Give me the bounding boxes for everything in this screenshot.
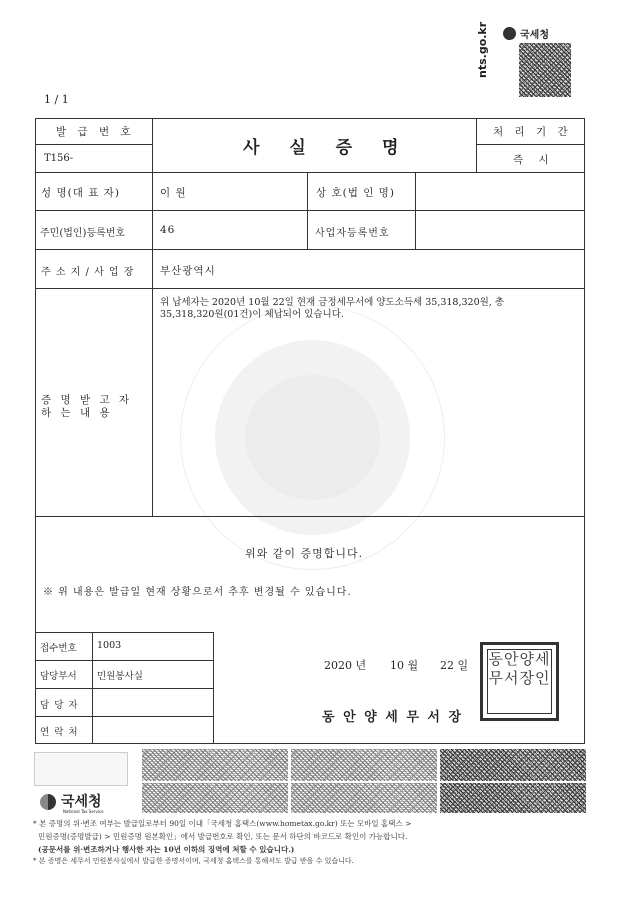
info-grid-right xyxy=(213,632,214,743)
barcode-block[interactable] xyxy=(142,749,288,781)
name-label: 성 명(대 표 자) xyxy=(41,187,120,199)
address-value: 부산광역시 xyxy=(160,265,216,277)
issue-date-month: 10 월 xyxy=(390,659,419,672)
dept-label: 담당부서 xyxy=(40,671,77,682)
row-divider xyxy=(35,516,585,517)
content-label-line2: 하 는 내 용 xyxy=(41,407,113,419)
nts-url-vertical: nts.go.kr xyxy=(476,21,489,78)
processing-period-value: 즉 시 xyxy=(513,154,555,166)
row-divider xyxy=(35,288,585,289)
row-divider xyxy=(35,144,152,145)
footer-note-2: 민원증명(증명발급) > 민원증명 원본확인」에서 발급번호로 확인, 또는 문서 하단의 바코드로 확인이 가능합니다. xyxy=(38,832,408,841)
table-border-bottom xyxy=(35,743,585,744)
col-divider xyxy=(476,118,477,172)
row-divider xyxy=(35,172,585,173)
info-grid-row xyxy=(35,716,214,717)
barcode-block[interactable] xyxy=(440,749,586,781)
barcode-blank xyxy=(34,752,128,786)
footer-note-4: * 본 증명은 세무서 민원봉사실에서 발급한 증명서이며, 국세청 홈택스를 통해서도 발급 받을 수 있습니다. xyxy=(33,857,354,865)
footer-note-1: * 본 증명의 위·변조 여부는 발급일로부터 90일 이내「국세청 홈택스(www.hometax.go.kr) 또는 모바일 홈택스 > xyxy=(33,819,412,828)
content-line2: 35,318,320원(01건)이 체납되어 있습니다. xyxy=(160,309,344,320)
dept-value: 민원봉사실 xyxy=(97,671,143,682)
company-label: 상 호(법 인 명) xyxy=(316,187,395,199)
barcode-block[interactable] xyxy=(142,783,288,813)
row-divider xyxy=(476,144,585,145)
document-title: 사 실 증 명 xyxy=(243,138,411,158)
processing-period-label: 처 리 기 간 xyxy=(493,126,572,138)
col-divider xyxy=(307,172,308,249)
seal-text: 동안양세무서장인 xyxy=(487,649,552,714)
receipt-no-value: 1003 xyxy=(97,640,122,651)
reg-no-value: 46 xyxy=(160,224,176,236)
barcode-block[interactable] xyxy=(291,783,437,813)
info-grid-col xyxy=(92,632,93,743)
nts-taegeuk-icon xyxy=(40,794,56,810)
footer-nts-logo xyxy=(40,791,130,815)
verification-barcode[interactable] xyxy=(519,43,571,97)
nts-header-logo xyxy=(503,26,573,42)
table-border-left xyxy=(35,118,36,743)
issue-no-label: 발 급 번 호 xyxy=(56,126,135,138)
certify-statement: 위와 같이 증명합니다. xyxy=(245,547,364,560)
biz-reg-label: 사업자등록번호 xyxy=(315,228,390,239)
barcode-block[interactable] xyxy=(440,783,586,813)
footer-note-3: (공문서를 위·변조하거나 행사한 자는 10년 이하의 징역에 처할 수 있습니다.) xyxy=(38,845,295,854)
row-divider xyxy=(35,210,585,211)
address-label: 주 소 지 / 사 업 장 xyxy=(41,267,135,278)
reg-no-label: 주민(법인)등록번호 xyxy=(40,228,126,239)
page-indicator: 1 / 1 xyxy=(44,93,69,106)
issuer-name: 동 안 양 세 무 서 장 xyxy=(322,710,464,725)
receipt-no-label: 접수번호 xyxy=(40,643,77,654)
col-divider xyxy=(152,118,153,516)
row-divider xyxy=(35,249,585,250)
notice-text: ※ 위 내용은 발급일 현재 상황으로서 추후 변경될 수 있습니다. xyxy=(43,587,352,598)
table-border-right xyxy=(584,118,585,743)
info-grid-top xyxy=(35,632,214,633)
staff-label: 담 당 자 xyxy=(40,700,79,711)
name-value: 이 원 xyxy=(160,187,187,199)
issue-no-value: T156- xyxy=(44,153,74,164)
contact-label: 연 락 처 xyxy=(40,727,79,738)
info-grid-row xyxy=(35,660,214,661)
nts-logo-icon xyxy=(503,27,516,40)
footer-logo-text: 국세청 xyxy=(61,794,102,810)
info-grid-row xyxy=(35,688,214,689)
content-line1: 위 납세자는 2020년 10월 22일 현재 금정세무서에 양도소득세 35,318,320원, 총 xyxy=(160,297,505,308)
nts-emblem-core xyxy=(245,375,380,500)
barcode-block[interactable] xyxy=(291,749,437,781)
nts-logo-text: 국세청 xyxy=(520,30,549,41)
official-seal xyxy=(480,642,559,721)
footer-logo-sub: National Tax Service xyxy=(63,809,104,814)
issue-date-year: 2020 년 xyxy=(324,659,367,672)
col-divider xyxy=(415,172,416,249)
content-label-line1: 증 명 받 고 자 xyxy=(41,394,133,406)
issue-date-day: 22 일 xyxy=(440,659,469,672)
table-border-top xyxy=(35,118,585,119)
